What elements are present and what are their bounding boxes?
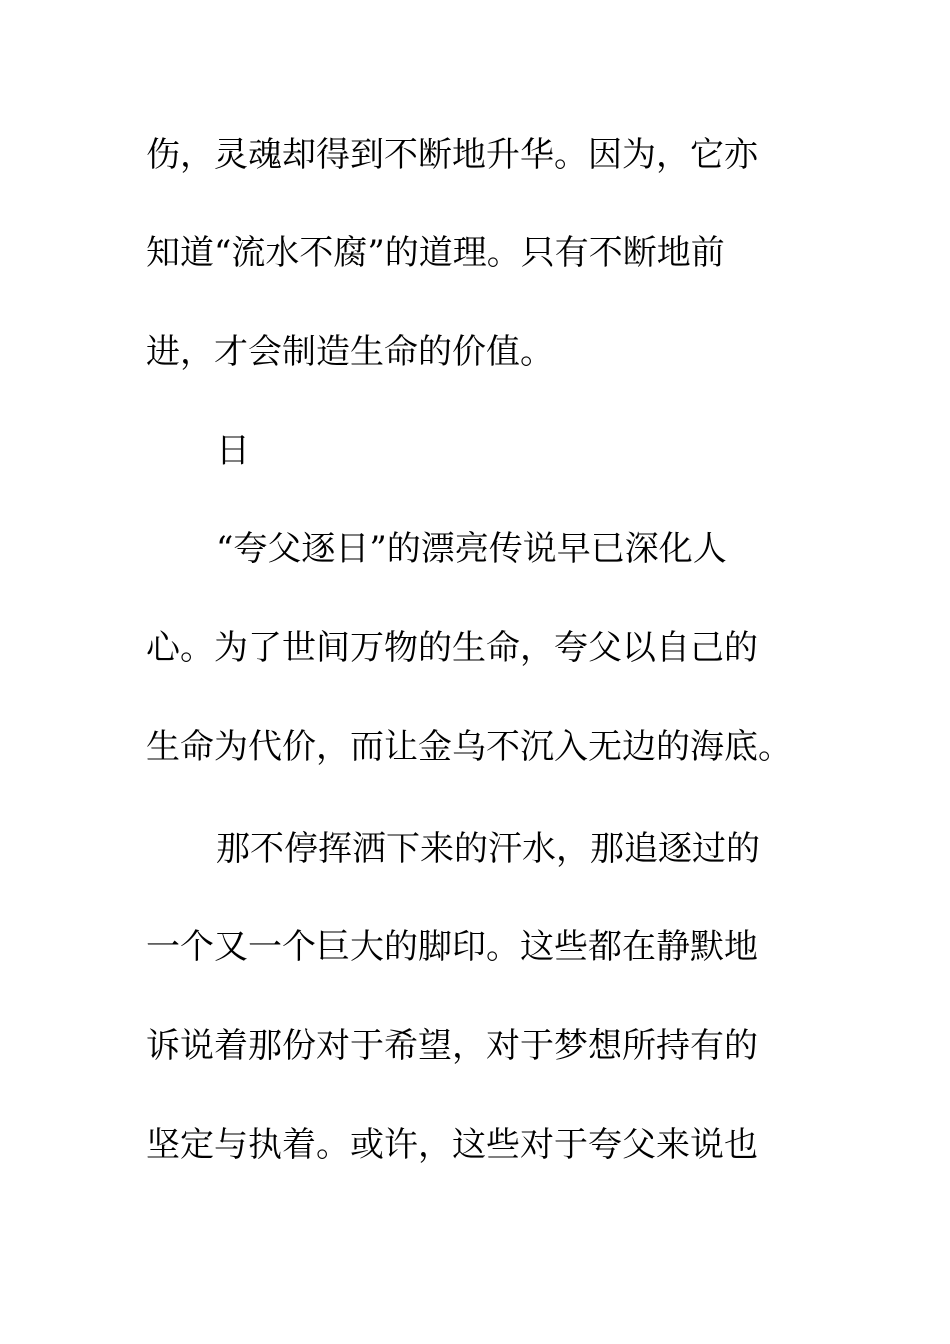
text-line: 知道“流水不腐”的道理。只有不断地前: [146, 233, 725, 273]
text-line: “夸父逐日”的漂亮传说早已深化人: [216, 529, 727, 569]
text-line: 诉说着那份对于希望，对于梦想所持有的: [146, 1026, 758, 1066]
text-line: 生命为代价，而让金乌不沉入无边的海底。: [146, 727, 792, 767]
text-line: 那不停挥洒下来的汗水，那追逐过的: [216, 829, 760, 869]
text-line: 一个又一个巨大的脚印。这些都在静默地: [146, 927, 758, 967]
text-line: 坚定与执着。或许，这些对于夸父来说也: [146, 1125, 758, 1165]
section-heading: 日: [216, 431, 250, 471]
text-line: 进，才会制造生命的价值。: [146, 332, 554, 372]
text-line: 伤，灵魂却得到不断地升华。因为，它亦: [146, 135, 758, 175]
text-line: 心。为了世间万物的生命，夸父以自己的: [146, 628, 758, 668]
